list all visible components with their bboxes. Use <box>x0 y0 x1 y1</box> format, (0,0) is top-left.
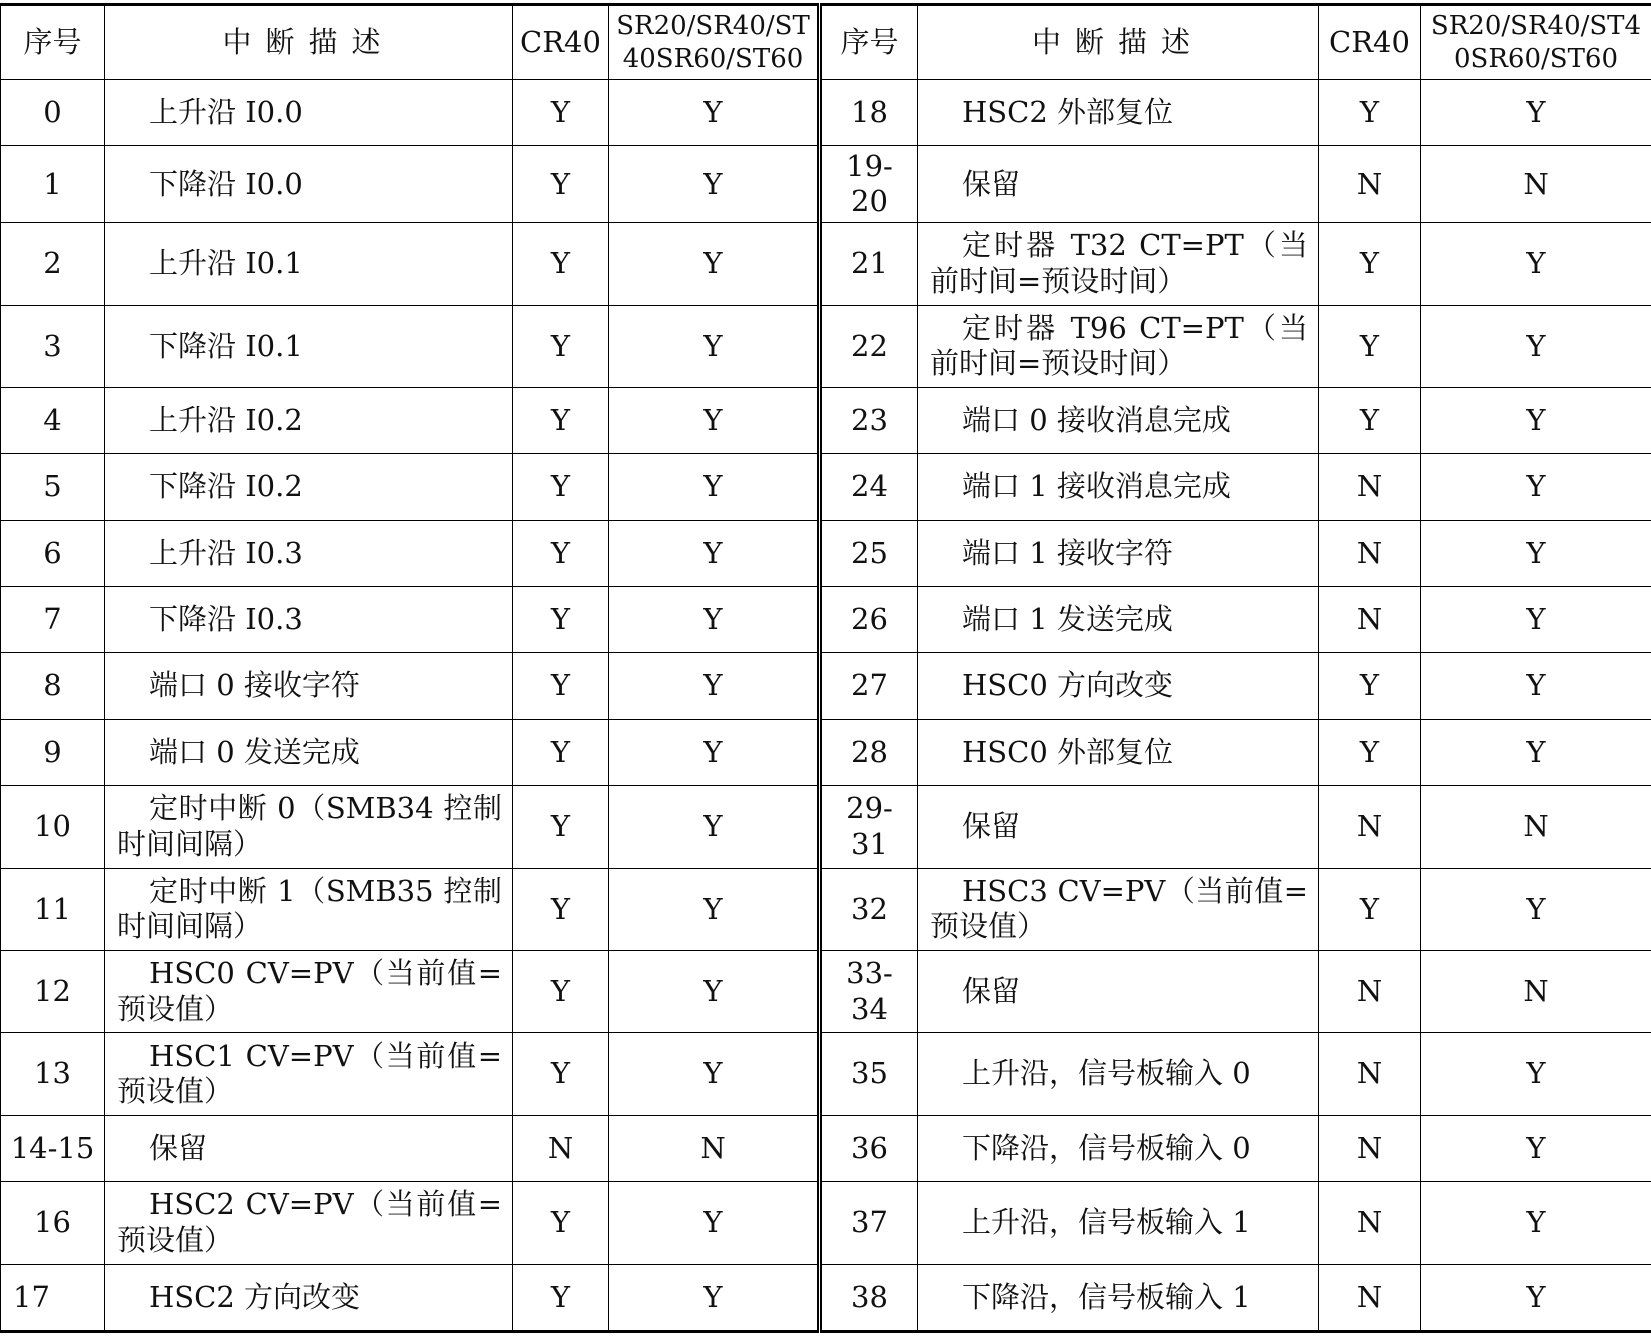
model-support-cell: Y <box>609 146 820 223</box>
cr40-support-cell: Y <box>1319 719 1421 785</box>
cr40-support-cell: N <box>1319 520 1421 586</box>
interrupt-description-cell: HSC3 CV=PV（当前值=预设值） <box>918 868 1319 950</box>
interrupt-number-cell: 17 <box>1 1264 105 1332</box>
interrupt-description-cell: HSC2 CV=PV（当前值=预设值） <box>105 1182 513 1264</box>
cr40-support-cell: N <box>1319 786 1421 868</box>
cr40-support-cell: Y <box>1319 653 1421 719</box>
model-support-cell: Y <box>609 454 820 520</box>
interrupt-number-cell: 23 <box>820 387 918 453</box>
table-row <box>1 1115 1651 1181</box>
interrupt-number-cell: 6 <box>1 520 105 586</box>
interrupt-description-cell: 下降沿，信号板输入 0 <box>918 1115 1319 1181</box>
cr40-support-cell: N <box>1319 1264 1421 1332</box>
model-support-cell: Y <box>609 520 820 586</box>
interrupt-number-cell: 36 <box>820 1115 918 1181</box>
interrupt-description-cell: 定时器 T96 CT=PT（当前时间=预设时间） <box>918 305 1319 387</box>
model-support-cell: Y <box>609 1033 820 1115</box>
cr40-support-cell: N <box>1319 587 1421 653</box>
model-support-cell: Y <box>609 950 820 1032</box>
cr40-support-cell: Y <box>513 653 609 719</box>
interrupt-number-cell: 1 <box>1 146 105 223</box>
interrupt-description-cell: 上升沿 I0.1 <box>105 223 513 305</box>
interrupt-number-cell: 33-34 <box>820 950 918 1032</box>
model-support-cell: N <box>1421 786 1651 868</box>
interrupt-description-cell: 端口 0 接收字符 <box>105 653 513 719</box>
cr40-support-cell: Y <box>513 868 609 950</box>
table-body <box>1 80 1651 1332</box>
model-support-cell: N <box>609 1115 820 1181</box>
header-index-left: 序号 <box>1 5 105 80</box>
table-row <box>1 1264 1651 1332</box>
interrupt-description-cell: 保留 <box>918 950 1319 1032</box>
interrupt-number-cell: 5 <box>1 454 105 520</box>
interrupt-number-cell: 32 <box>820 868 918 950</box>
interrupt-number-cell: 14-15 <box>1 1115 105 1181</box>
cr40-support-cell: Y <box>513 80 609 146</box>
interrupt-number-cell: 16 <box>1 1182 105 1264</box>
model-support-cell: N <box>1421 146 1651 223</box>
interrupt-description-cell: 下降沿 I0.0 <box>105 146 513 223</box>
interrupt-description-cell: HSC0 方向改变 <box>918 653 1319 719</box>
table-row <box>1 1182 1651 1264</box>
interrupt-description-cell: 上升沿 I0.0 <box>105 80 513 146</box>
model-support-cell: Y <box>1421 653 1651 719</box>
model-support-cell: Y <box>1421 587 1651 653</box>
model-support-cell: Y <box>609 223 820 305</box>
header-index-right: 序号 <box>820 5 918 80</box>
cr40-support-cell: N <box>1319 950 1421 1032</box>
interrupt-number-cell: 24 <box>820 454 918 520</box>
interrupt-description-cell: HSC0 CV=PV（当前值=预设值） <box>105 950 513 1032</box>
cr40-support-cell: Y <box>513 1264 609 1332</box>
interrupt-number-cell: 38 <box>820 1264 918 1332</box>
interrupt-description-cell: 下降沿，信号板输入 1 <box>918 1264 1319 1332</box>
header-models-right: SR20/SR40/ST40SR60/ST60 <box>1421 5 1651 80</box>
interrupt-number-cell: 7 <box>1 587 105 653</box>
interrupt-description-cell: 定时器 T32 CT=PT（当前时间=预设时间） <box>918 223 1319 305</box>
model-support-cell: Y <box>609 587 820 653</box>
interrupt-number-cell: 22 <box>820 305 918 387</box>
interrupt-description-cell: 保留 <box>918 146 1319 223</box>
table-row <box>1 950 1651 1032</box>
cr40-support-cell: Y <box>513 786 609 868</box>
table-row <box>1 719 1651 785</box>
interrupt-description-cell: 端口 0 接收消息完成 <box>918 387 1319 453</box>
interrupt-number-cell: 0 <box>1 80 105 146</box>
interrupt-description-cell: HSC0 外部复位 <box>918 719 1319 785</box>
interrupt-description-cell: 端口 0 发送完成 <box>105 719 513 785</box>
model-support-cell: Y <box>609 80 820 146</box>
model-support-cell: Y <box>609 786 820 868</box>
table-row <box>1 868 1651 950</box>
table-row <box>1 223 1651 305</box>
model-support-cell: Y <box>1421 719 1651 785</box>
cr40-support-cell: N <box>513 1115 609 1181</box>
model-support-cell: Y <box>609 1264 820 1332</box>
interrupt-description-cell: HSC1 CV=PV（当前值=预设值） <box>105 1033 513 1115</box>
model-support-cell: Y <box>609 653 820 719</box>
interrupt-events-table <box>0 3 1651 1333</box>
interrupt-number-cell: 9 <box>1 719 105 785</box>
cr40-support-cell: Y <box>1319 387 1421 453</box>
interrupt-description-cell: HSC2 方向改变 <box>105 1264 513 1332</box>
cr40-support-cell: N <box>1319 146 1421 223</box>
interrupt-number-cell: 29-31 <box>820 786 918 868</box>
cr40-support-cell: Y <box>1319 868 1421 950</box>
interrupt-number-cell: 13 <box>1 1033 105 1115</box>
model-support-cell: Y <box>1421 80 1651 146</box>
cr40-support-cell: Y <box>513 1033 609 1115</box>
cr40-support-cell: Y <box>513 719 609 785</box>
header-cr40-left: CR40 <box>513 5 609 80</box>
model-support-cell: Y <box>1421 520 1651 586</box>
header-description-left: 中断描述 <box>105 5 513 80</box>
interrupt-number-cell: 12 <box>1 950 105 1032</box>
interrupt-description-cell: 下降沿 I0.3 <box>105 587 513 653</box>
model-support-cell: Y <box>1421 1264 1651 1332</box>
model-support-cell: Y <box>609 868 820 950</box>
header-description-right: 中断描述 <box>918 5 1319 80</box>
model-support-cell: Y <box>1421 1033 1651 1115</box>
interrupt-description-cell: 定时中断 1（SMB35 控制时间间隔） <box>105 868 513 950</box>
interrupt-description-cell: 上升沿，信号板输入 0 <box>918 1033 1319 1115</box>
interrupt-number-cell: 10 <box>1 786 105 868</box>
interrupt-description-cell: HSC2 外部复位 <box>918 80 1319 146</box>
model-support-cell: Y <box>609 387 820 453</box>
cr40-support-cell: Y <box>513 387 609 453</box>
model-support-cell: Y <box>1421 223 1651 305</box>
interrupt-number-cell: 26 <box>820 587 918 653</box>
header-models-left: SR20/SR40/ST40SR60/ST60 <box>609 5 820 80</box>
interrupt-number-cell: 4 <box>1 387 105 453</box>
model-support-cell: Y <box>1421 305 1651 387</box>
interrupt-number-cell: 2 <box>1 223 105 305</box>
table-row <box>1 587 1651 653</box>
interrupt-number-cell: 19-20 <box>820 146 918 223</box>
cr40-support-cell: Y <box>1319 223 1421 305</box>
interrupt-description-cell: 上升沿 I0.3 <box>105 520 513 586</box>
table-row <box>1 786 1651 868</box>
table-row <box>1 653 1651 719</box>
cr40-support-cell: Y <box>1319 305 1421 387</box>
cr40-support-cell: N <box>1319 1033 1421 1115</box>
interrupt-number-cell: 35 <box>820 1033 918 1115</box>
cr40-support-cell: Y <box>513 520 609 586</box>
interrupt-number-cell: 8 <box>1 653 105 719</box>
interrupt-description-cell: 上升沿，信号板输入 1 <box>918 1182 1319 1264</box>
interrupt-number-cell: 25 <box>820 520 918 586</box>
interrupt-description-cell: 端口 1 接收消息完成 <box>918 454 1319 520</box>
interrupt-number-cell: 37 <box>820 1182 918 1264</box>
model-support-cell: N <box>1421 950 1651 1032</box>
model-support-cell: Y <box>609 719 820 785</box>
model-support-cell: Y <box>609 1182 820 1264</box>
table-row <box>1 1033 1651 1115</box>
interrupt-description-cell: 保留 <box>105 1115 513 1181</box>
table-row <box>1 80 1651 146</box>
interrupt-description-cell: 下降沿 I0.1 <box>105 305 513 387</box>
interrupt-number-cell: 28 <box>820 719 918 785</box>
interrupt-description-cell: 端口 1 接收字符 <box>918 520 1319 586</box>
model-support-cell: Y <box>1421 454 1651 520</box>
model-support-cell: Y <box>609 305 820 387</box>
header-cr40-right: CR40 <box>1319 5 1421 80</box>
cr40-support-cell: N <box>1319 1182 1421 1264</box>
interrupt-description-cell: 端口 1 发送完成 <box>918 587 1319 653</box>
interrupt-description-cell: 下降沿 I0.2 <box>105 454 513 520</box>
cr40-support-cell: Y <box>513 223 609 305</box>
interrupt-number-cell: 21 <box>820 223 918 305</box>
header-row <box>1 5 1651 80</box>
table-row <box>1 146 1651 223</box>
table-row <box>1 454 1651 520</box>
cr40-support-cell: Y <box>513 1182 609 1264</box>
model-support-cell: Y <box>1421 1115 1651 1181</box>
cr40-support-cell: N <box>1319 1115 1421 1181</box>
cr40-support-cell: N <box>1319 454 1421 520</box>
model-support-cell: Y <box>1421 387 1651 453</box>
interrupt-description-cell: 上升沿 I0.2 <box>105 387 513 453</box>
table-row <box>1 305 1651 387</box>
interrupt-number-cell: 27 <box>820 653 918 719</box>
model-support-cell: Y <box>1421 1182 1651 1264</box>
interrupt-description-cell: 定时中断 0（SMB34 控制时间间隔） <box>105 786 513 868</box>
cr40-support-cell: Y <box>1319 80 1421 146</box>
cr40-support-cell: Y <box>513 454 609 520</box>
cr40-support-cell: Y <box>513 950 609 1032</box>
interrupt-description-cell: 保留 <box>918 786 1319 868</box>
model-support-cell: Y <box>1421 868 1651 950</box>
interrupt-number-cell: 11 <box>1 868 105 950</box>
cr40-support-cell: Y <box>513 146 609 223</box>
interrupt-number-cell: 3 <box>1 305 105 387</box>
table-row <box>1 520 1651 586</box>
table-row <box>1 387 1651 453</box>
interrupt-number-cell: 18 <box>820 80 918 146</box>
cr40-support-cell: Y <box>513 587 609 653</box>
cr40-support-cell: Y <box>513 305 609 387</box>
